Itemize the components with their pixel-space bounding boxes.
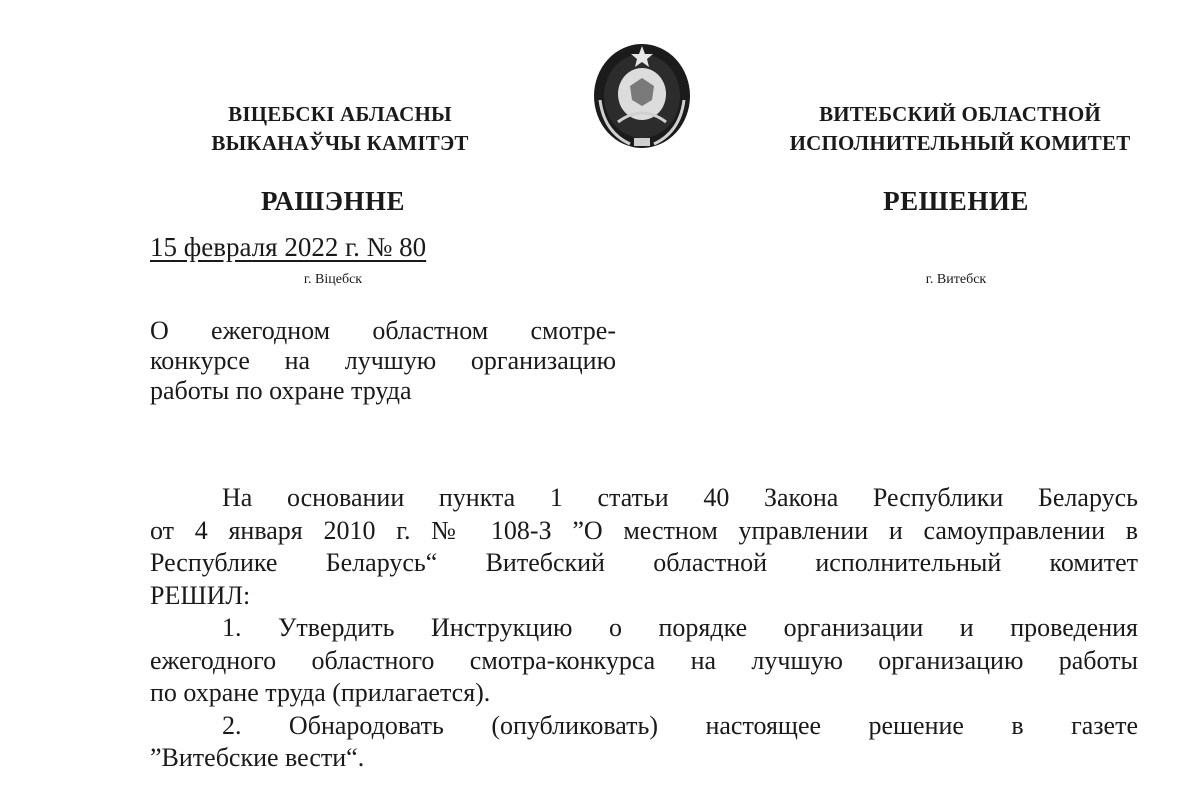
issuer-line-2: ВЫКАНАЎЧЫ КАМІТЭТ <box>211 131 469 155</box>
issuer-line-1: ВИТЕБСКИЙ ОБЛАСТНОЙ <box>819 102 1101 126</box>
doc-type-russian: РЕШЕНИЕ <box>883 186 1029 216</box>
city-russian: г. Витебск <box>925 272 987 287</box>
document-body <box>150 482 1138 775</box>
body-line: 2. Обнародовать (опубликовать) настоящее решение в газете <box>222 710 1138 740</box>
subject-line-2: конкурсе на лучшую организацию <box>150 346 616 375</box>
body-line: Республике Беларусь“ Витебский областной исполнительный комитет <box>150 548 1138 577</box>
body-line: ежегодного областного смотра-конкурса на лучшую организацию работы <box>150 645 1138 675</box>
body-line: ”Витебские вести“. <box>150 743 365 772</box>
date-number: 15 февраля 2022 г. № 80 <box>150 232 427 262</box>
issuer-line-2: ИСПОЛНИТЕЛЬНЫЙ КОМИТЕТ <box>789 131 1131 155</box>
subject-line-1: О ежегодном областном смотре- <box>150 316 616 345</box>
state-emblem-icon <box>590 40 694 152</box>
issuer-line-1: ВІЦЕБСКІ АБЛАСНЫ <box>228 102 452 126</box>
issuer-name-russian <box>760 100 1160 158</box>
issuer-name-belarusian <box>150 100 530 158</box>
body-line: по охране труда (прилагается). <box>150 678 491 707</box>
doc-type-belarusian: РАШЭННЕ <box>260 186 405 216</box>
body-line: РЕШИЛ: <box>150 580 251 610</box>
document-subject <box>150 316 616 406</box>
body-line: На основании пункта 1 статьи 40 Закона Республики Беларусь <box>222 483 1138 512</box>
subject-line-3: работы по охране труда <box>150 376 412 405</box>
body-line: от 4 января 2010 г. № 108-З ”О местном управлении и самоуправлении в <box>150 515 1138 545</box>
city-belarusian: г. Віцебск <box>303 272 363 287</box>
body-line: 1. Утвердить Инструкцию о порядке организации и проведения <box>222 613 1138 642</box>
